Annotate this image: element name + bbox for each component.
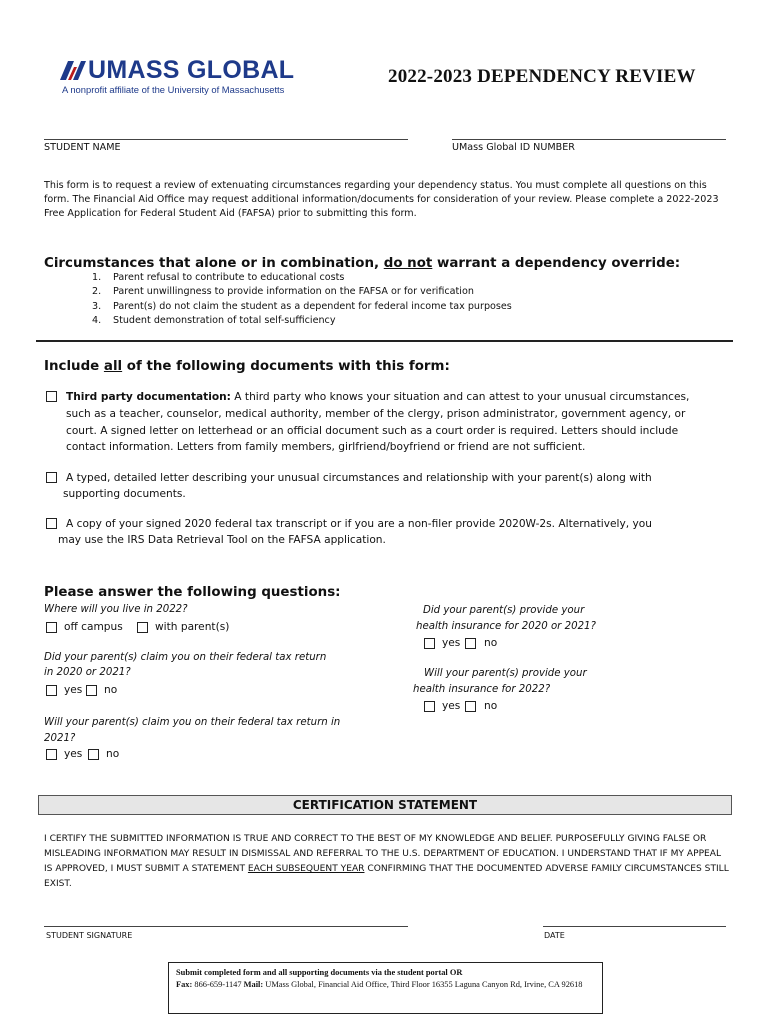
logo-wordmark: UMASS GLOBAL xyxy=(88,56,295,84)
q2-tax-claim-line1: Did your parent(s) claim you on their federal tax return xyxy=(44,652,327,663)
certification-text: I CERTIFY THE SUBMITTED INFORMATION IS TRUE AND CORRECT TO THE BEST OF MY KNOWLEDGE AND BELIEF. PURPOSEFULLY GIVING FALSE OR MISLEADING INFORMATION MAY RESULT IN DISMISSAL AND REFERRAL TO THE U.S. DEPARTMENT OF EDUCATION. I UNDERSTAND THAT IF MY APPEAL IS APPROVED, I MUST SUBMIT A STATEMENT EACH SUBSEQUENT YEAR CONFIRMING THAT THE DOCUMENTED ADVERSE FAMILY CIRCUMSTANCES STILL EXIST. xyxy=(44,834,729,889)
date-label: DATE xyxy=(544,931,565,940)
date-field[interactable] xyxy=(543,926,726,927)
circumstances-heading: Circumstances that alone or in combination, do not warrant a dependency override: xyxy=(44,256,681,271)
q1-living: Where will you live in 2022? xyxy=(44,604,188,615)
q4-insurance-line2: health insurance for 2020 or 2021? xyxy=(416,621,596,632)
typed-letter-checkbox[interactable] xyxy=(46,472,57,483)
list-item: 4. Student demonstration of total self-sufficiency xyxy=(92,314,336,326)
q2-no-label: no xyxy=(104,684,118,696)
id-number-field[interactable] xyxy=(452,139,726,140)
off-campus-checkbox[interactable] xyxy=(46,622,57,633)
circumstances-list xyxy=(92,271,512,328)
submit-line: Submit completed form and all supporting documents via the student portal OR xyxy=(176,968,463,977)
tax-transcript-line1: A copy of your signed 2020 federal tax transcript or if you are a non-filer provide 2020W-2s. Alternatively, you xyxy=(66,518,652,530)
third-party-docs-text: such as a teacher, counselor, medical authority, member of the clergy, prison administrator, government agency, or court. A signed letter on letterhead or an official document such as a court order is required. Letters should include contact information. Letters from family members, girlfriend/boyfriend or friend are not sufficient. xyxy=(66,408,686,453)
tax-transcript-checkbox[interactable] xyxy=(46,518,57,529)
q2-tax-claim-line2: in 2020 or 2021? xyxy=(44,667,131,678)
third-party-docs-line1: Third party documentation: A third party who knows your situation and can attest to your unusual circumstances, xyxy=(66,391,690,403)
q5-yes-checkbox[interactable] xyxy=(424,701,435,712)
typed-letter-line2: supporting documents. xyxy=(63,488,186,500)
section-divider xyxy=(36,340,733,342)
q3-future-tax-line1: Will your parent(s) claim you on their federal tax return in xyxy=(44,717,341,728)
questions-heading: Please answer the following questions: xyxy=(44,585,341,600)
third-party-docs-checkbox[interactable] xyxy=(46,391,57,402)
q2-no-checkbox[interactable] xyxy=(86,685,97,696)
off-campus-label: off campus xyxy=(64,621,123,633)
documents-heading: Include all of the following documents with this form: xyxy=(44,359,450,374)
q2-yes-label: yes xyxy=(64,684,83,696)
q5-yes-label: yes xyxy=(442,700,461,712)
typed-letter-line1: A typed, detailed letter describing your unusual circumstances and relationship with your parent(s) along with xyxy=(66,472,652,484)
submit-contact: Fax: 866-659-1147 Mail: UMass Global, Financial Aid Office, Third Floor 16355 Laguna Canyon Rd, Irvine, CA 92618 xyxy=(176,980,583,990)
id-number-label: UMass Global ID NUMBER xyxy=(452,142,575,153)
q3-yes-label: yes xyxy=(64,748,83,760)
intro-paragraph: This form is to request a review of extenuating circumstances regarding your dependency status. You must complete all questions on this form. The Financial Aid Office may request additional information/documents for consideration of your review. Please complete a 2022-2023 Free Application for Federal Student Aid (FAFSA) prior to submitting this form. xyxy=(44,180,719,220)
q4-yes-checkbox[interactable] xyxy=(424,638,435,649)
q2-yes-checkbox[interactable] xyxy=(46,685,57,696)
q5-no-checkbox[interactable] xyxy=(465,701,476,712)
q5-no-label: no xyxy=(484,700,498,712)
list-item: 3. Parent(s) do not claim the student as a dependent for federal income tax purposes xyxy=(92,300,512,312)
certification-heading: CERTIFICATION STATEMENT xyxy=(38,795,732,815)
q3-yes-checkbox[interactable] xyxy=(46,749,57,760)
q4-insurance-line1: Did your parent(s) provide your xyxy=(423,605,585,616)
q4-no-label: no xyxy=(484,637,498,649)
student-name-field[interactable] xyxy=(44,139,408,140)
q5-insurance-line1: Will your parent(s) provide your xyxy=(424,668,587,679)
submission-instructions xyxy=(168,962,603,1014)
with-parents-checkbox[interactable] xyxy=(137,622,148,633)
list-item: 1. Parent refusal to contribute to educational costs xyxy=(92,272,345,283)
student-signature-field[interactable] xyxy=(44,926,408,927)
list-item: 2. Parent unwillingness to provide information on the FAFSA or for verification xyxy=(92,286,474,298)
with-parents-label: with parent(s) xyxy=(155,621,230,633)
student-name-label: STUDENT NAME xyxy=(44,142,121,153)
q5-insurance-line2: health insurance for 2022? xyxy=(413,684,551,695)
q3-no-label: no xyxy=(106,748,120,760)
logo-tagline: A nonprofit affiliate of the University of Massachusetts xyxy=(62,84,285,95)
page-title: 2022-2023 DEPENDENCY REVIEW xyxy=(388,66,696,87)
student-signature-label: STUDENT SIGNATURE xyxy=(46,931,133,940)
q4-yes-label: yes xyxy=(442,637,461,649)
q3-future-tax-line2: 2021? xyxy=(44,733,76,744)
umass-logo-icon xyxy=(60,61,86,80)
q3-no-checkbox[interactable] xyxy=(88,749,99,760)
tax-transcript-line2: may use the IRS Data Retrieval Tool on the FAFSA application. xyxy=(58,534,386,546)
q4-no-checkbox[interactable] xyxy=(465,638,476,649)
